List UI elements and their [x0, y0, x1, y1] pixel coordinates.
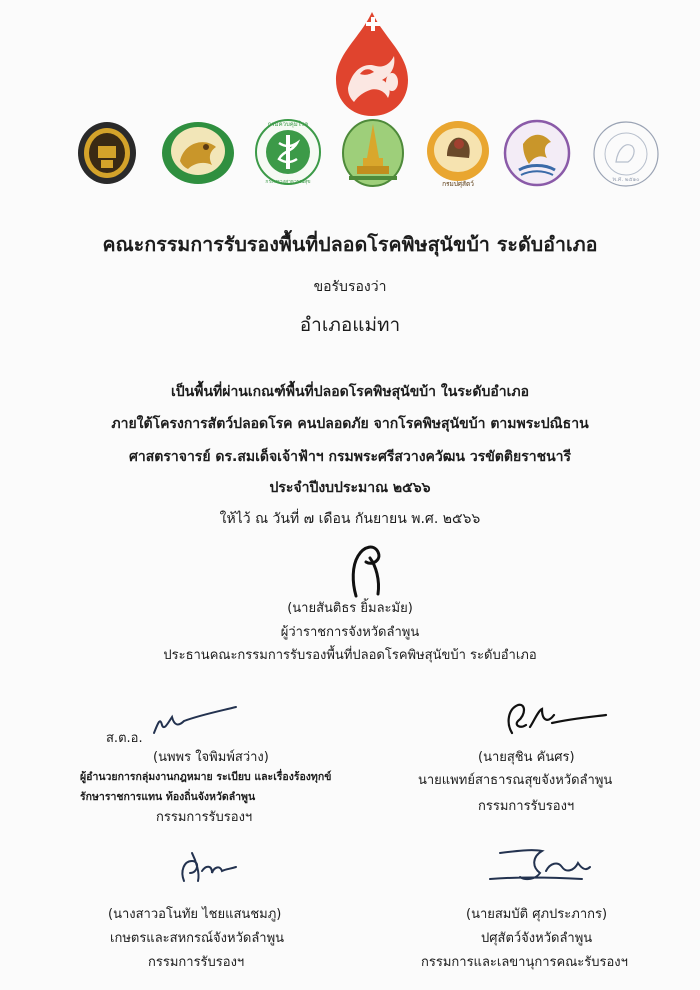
signer-right-top-role: กรรมการรับรองฯ: [478, 799, 575, 814]
signer-right-bottom-role: กรรมการและเลขานุการคณะรับรองฯ: [421, 955, 628, 970]
ministry-seal-icon: [76, 120, 138, 186]
signer-right-top-name: (นายสุชิน คันศร): [478, 750, 575, 765]
certificate-title: คณะกรรมการรับรองพื้นที่ปลอดโรคพิษสุนัขบ้า ระดับอำเภอ: [102, 233, 598, 256]
signer-right-top-signature: [490, 697, 610, 741]
body-line-4: ประจำปีงบประมาณ ๒๕๖๖: [269, 480, 431, 496]
signer-left-bottom-position-1: เกษตรและสหกรณ์จังหวัดลำพูน: [110, 931, 285, 946]
svg-text:พ.ศ. ๒๕๑๐: พ.ศ. ๒๕๑๐: [612, 177, 640, 183]
rank-prefix: ส.ต.อ.: [106, 731, 143, 746]
chairman-signature: [340, 536, 390, 598]
local-admin-emblem-icon: [503, 118, 571, 188]
given-date: ให้ไว้ ณ วันที่ ๗ เดือน กันยายน พ.ศ. ๒๕๖๖: [219, 511, 481, 527]
district-name: อำเภอแม่ทา: [299, 314, 401, 336]
signer-left-top-position-1: ผู้อำนวยการกลุ่มงานกฎหมาย ระเบียบ และเรื่องร้องทุกข์: [80, 771, 332, 783]
chairman-name: (นายสันติธร ยิ้มละมัย): [287, 601, 413, 616]
signer-left-top-role: กรรมการรับรองฯ: [156, 810, 253, 825]
rabies-project-emblem: [330, 10, 414, 118]
lamphun-provincial-emblem-icon: [341, 118, 405, 188]
signer-right-bottom-name: (นายสมบัติ ศุภประภากร): [466, 907, 608, 922]
body-line-2: ภายใต้โครงการสัตว์ปลอดโรค คนปลอดภัย จากโรคพิษสุนัขบ้า ตามพระปณิธาน: [111, 416, 589, 432]
signer-left-bottom-name: (นางสาวอโนทัย ไชยแสนชมภู): [108, 907, 282, 922]
body-line-3: ศาสตราจารย์ ดร.สมเด็จเจ้าฟ้าฯ กรมพระศรีสวางควัฒน วรขัตติยราชนารี: [128, 449, 572, 465]
signer-left-top-position-2: รักษาราชการแทน ท้องถิ่นจังหวัดลำพูน: [80, 791, 256, 803]
signer-left-bottom-signature: [170, 845, 240, 885]
signer-right-bottom-position-1: ปศุสัตว์จังหวัดลำพูน: [481, 931, 593, 946]
body-line-1: เป็นพื้นที่ผ่านเกณฑ์พื้นที่ปลอดโรคพิษสุนัขบ้า ในระดับอำเภอ: [170, 384, 530, 400]
signer-left-bottom-role: กรรมการรับรองฯ: [148, 955, 245, 970]
livestock-dept-emblem-icon: [160, 121, 236, 187]
certify-text: ขอรับรองว่า: [313, 279, 387, 295]
chairman-position-2: ประธานคณะกรรมการรับรองพื้นที่ปลอดโรคพิษสุนัขบ้า ระดับอำเภอ: [163, 648, 537, 663]
svg-text:กระทรวงสาธารณสุข: กระทรวงสาธารณสุข: [265, 179, 311, 185]
signer-left-top-signature: [150, 703, 240, 739]
svg-text:กรมควบคุมโรค: กรมควบคุมโรค: [267, 121, 309, 128]
svg-text:กรมปศุสัตว์: กรมปศุสัตว์: [442, 180, 474, 188]
mahidol-emblem-icon: [590, 118, 662, 190]
livestock-dept-emblem-2-icon: [425, 118, 491, 188]
signer-right-bottom-signature: [486, 843, 606, 887]
disease-control-emblem-icon: [255, 117, 321, 187]
chairman-position-1: ผู้ว่าราชการจังหวัดลำพูน: [280, 625, 420, 640]
signer-left-top-name: (นพพร ใจพิมพ์สว่าง): [153, 750, 269, 765]
signer-right-top-position-1: นายแพทย์สาธารณสุขจังหวัดลำพูน: [418, 773, 613, 788]
